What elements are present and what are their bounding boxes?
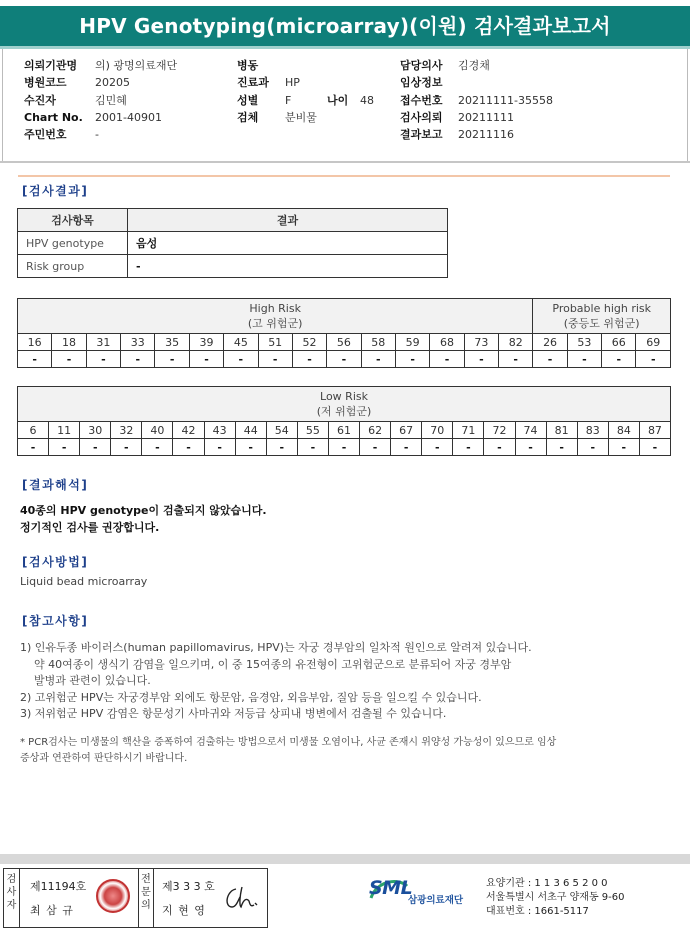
inspector-name: 최 삼 규 xyxy=(30,904,74,917)
info-value: 분비물 xyxy=(285,110,317,124)
genotype-result: - xyxy=(546,439,577,456)
genotype-result: - xyxy=(577,439,608,456)
frame-left xyxy=(2,49,3,161)
info-value: F xyxy=(285,93,292,107)
title-underline xyxy=(0,46,690,49)
genotype-label: 59 xyxy=(395,334,429,351)
report-title: HPV Genotyping(microarray)(이원) 검사결과보고서 xyxy=(0,6,690,46)
genotype-label: 39 xyxy=(189,334,223,351)
footer-bar xyxy=(0,854,690,864)
genotype-label: 68 xyxy=(430,334,464,351)
genotype-result: - xyxy=(80,439,111,456)
genotype-result: - xyxy=(636,351,671,368)
section-title-interpretation: [결과해석] xyxy=(22,478,89,492)
genotype-result: - xyxy=(327,351,361,368)
genotype-result: - xyxy=(266,439,297,456)
footnote-line: * PCR검사는 미생물의 핵산을 증폭하여 검출하는 방법으로서 미생물 오염이나, 사균 존재시 위양성 가능성이 있으므로 임상 xyxy=(20,737,557,748)
genotype-result: - xyxy=(453,439,484,456)
probable-risk-header xyxy=(533,299,671,334)
high-risk-title: High Risk xyxy=(249,302,301,315)
info-label: 의뢰기관명 xyxy=(24,59,78,72)
genotype-result: - xyxy=(52,351,86,368)
info-label: Chart No. xyxy=(24,110,83,124)
genotype-result: - xyxy=(235,439,266,456)
table-row xyxy=(18,255,448,278)
genotype-label: 74 xyxy=(515,422,546,439)
genotype-result: - xyxy=(567,351,601,368)
genotype-label: 42 xyxy=(173,422,204,439)
patient-info-col3 xyxy=(400,57,553,143)
info-label: 접수번호 xyxy=(400,93,443,107)
info-value: 2001-40901 xyxy=(95,110,162,124)
result-header-result: 결과 xyxy=(128,209,448,232)
genotype-result: - xyxy=(18,351,52,368)
genotype-label: 56 xyxy=(327,334,361,351)
genotype-label: 35 xyxy=(155,334,189,351)
info-label: 담당의사 xyxy=(400,59,443,72)
reviewer-no: 제3 3 3 호 xyxy=(162,880,215,893)
info-value: - xyxy=(95,128,99,142)
genotype-result: - xyxy=(86,351,120,368)
info-label: 병원코드 xyxy=(24,76,67,90)
genotype-result: - xyxy=(173,439,204,456)
method-text: Liquid bead microarray xyxy=(20,575,148,588)
institution-code: 요양기관 : 1 1 3 6 5 2 0 0 xyxy=(486,878,608,889)
interp-pre: 40종의 xyxy=(20,504,61,517)
probable-risk-subtitle: (중등도 위험군) xyxy=(563,317,640,330)
info-value: 김민혜 xyxy=(95,93,127,107)
reviewer-label: 전 문 의 xyxy=(138,869,154,927)
genotype-result: - xyxy=(608,439,639,456)
note-line: 2) 고위험군 HPV는 자궁경부암 외에도 항문암, 음경암, 외음부암, 질암 등을 일으킬 수 있습니다. xyxy=(20,690,482,704)
info-label: 성별 xyxy=(237,93,259,107)
interp-post: 이 검출되지 않았습니다. xyxy=(148,504,267,517)
genotype-label: 55 xyxy=(297,422,328,439)
section-title-notes: [참고사항] xyxy=(22,614,89,628)
genotype-label: 70 xyxy=(422,422,453,439)
genotype-result: - xyxy=(464,351,498,368)
genotype-result: - xyxy=(49,439,80,456)
reviewer-name: 지 현 영 xyxy=(162,904,206,917)
logo-subtitle: 삼광의료재단 xyxy=(408,895,464,906)
genotype-label: 67 xyxy=(391,422,422,439)
genotype-result: - xyxy=(422,439,453,456)
genotype-result: - xyxy=(602,351,636,368)
genotype-result: - xyxy=(360,439,391,456)
inspector-label: 검 사 자 xyxy=(4,869,20,927)
genotype-label: 40 xyxy=(142,422,173,439)
info-value: 의) 광명의료재단 xyxy=(95,59,178,72)
logo-text: SML xyxy=(369,877,413,899)
note-line: 발병과 관련이 있습니다. xyxy=(34,674,151,687)
info-value: 20211111 xyxy=(458,110,514,124)
lab-info xyxy=(486,877,625,919)
genotype-result: - xyxy=(204,439,235,456)
genotype-label: 82 xyxy=(499,334,533,351)
low-risk-table xyxy=(17,386,671,456)
frame-right xyxy=(687,49,688,161)
interp-bold: HPV genotype xyxy=(60,504,149,517)
footnote-line: 증상과 연관하여 판단하시기 바랍니다. xyxy=(20,753,188,764)
info-label: 수진자 xyxy=(24,93,56,107)
result-item: HPV genotype xyxy=(18,232,128,255)
genotype-result: - xyxy=(361,351,395,368)
result-item: Risk group xyxy=(18,255,128,278)
low-risk-title: Low Risk xyxy=(320,390,368,403)
high-risk-header xyxy=(18,299,533,334)
genotype-result: - xyxy=(328,439,359,456)
genotype-label: 52 xyxy=(292,334,326,351)
signature-box xyxy=(3,868,268,928)
genotype-label: 87 xyxy=(639,422,670,439)
info-label: 진료과 xyxy=(237,76,269,90)
genotype-result: - xyxy=(292,351,326,368)
info-value: 20205 xyxy=(95,76,130,90)
genotype-result: - xyxy=(515,439,546,456)
genotype-result: - xyxy=(297,439,328,456)
genotype-label: 30 xyxy=(80,422,111,439)
section-title-result: [검사결과] xyxy=(22,184,89,198)
genotype-label: 62 xyxy=(360,422,391,439)
patient-info-col2 xyxy=(237,57,374,126)
genotype-result: - xyxy=(18,439,49,456)
note-line: 1) 인유두종 바이러스(human papillomavirus, HPV)는 자궁 경부암의 일차적 원인으로 알려져 있습니다. xyxy=(20,641,532,654)
genotype-label: 44 xyxy=(235,422,266,439)
high-risk-table xyxy=(17,298,671,368)
notes-list xyxy=(20,640,532,723)
genotype-label: 31 xyxy=(86,334,120,351)
genotype-result: - xyxy=(121,351,155,368)
inspector-no: 제11194호 xyxy=(30,880,87,893)
genotype-label: 32 xyxy=(111,422,142,439)
genotype-result: - xyxy=(142,439,173,456)
genotype-label: 84 xyxy=(608,422,639,439)
genotype-label: 58 xyxy=(361,334,395,351)
patient-info-col1 xyxy=(24,57,177,143)
genotype-label: 69 xyxy=(636,334,671,351)
info-label: 검사의뢰 xyxy=(400,110,443,124)
interp-line2: 정기적인 검사를 권장합니다. xyxy=(20,520,160,534)
seal-icon xyxy=(96,879,130,913)
info-label: 임상정보 xyxy=(400,76,443,90)
genotype-label: 53 xyxy=(567,334,601,351)
genotype-label: 16 xyxy=(18,334,52,351)
genotype-label: 72 xyxy=(484,422,515,439)
genotype-result: - xyxy=(430,351,464,368)
genotype-label: 26 xyxy=(533,334,567,351)
genotype-label: 11 xyxy=(49,422,80,439)
interpretation-text xyxy=(20,503,267,536)
age-value: 48 xyxy=(360,93,374,107)
section-title-method: [검사방법] xyxy=(22,555,89,569)
lab-phone: 대표번호 : 1661-5117 xyxy=(486,906,589,917)
signature-icon xyxy=(222,883,262,913)
info-value: 20211111-35558 xyxy=(458,93,553,107)
info-label: 병동 xyxy=(237,59,259,72)
lab-address: 서울특별시 서초구 양재동 9-60 xyxy=(486,892,625,903)
genotype-result: - xyxy=(639,439,670,456)
genotype-label: 18 xyxy=(52,334,86,351)
genotype-label: 43 xyxy=(204,422,235,439)
genotype-label: 54 xyxy=(266,422,297,439)
footnote xyxy=(20,735,670,767)
genotype-label: 81 xyxy=(546,422,577,439)
section-divider xyxy=(18,175,670,177)
genotype-label: 66 xyxy=(602,334,636,351)
genotype-result: - xyxy=(499,351,533,368)
result-header-item: 검사항목 xyxy=(18,209,128,232)
info-value: 20211116 xyxy=(458,128,514,142)
result-value: 음성 xyxy=(128,232,448,255)
genotype-result: - xyxy=(484,439,515,456)
genotype-result: - xyxy=(224,351,258,368)
genotype-label: 33 xyxy=(121,334,155,351)
info-label: 결과보고 xyxy=(400,128,443,142)
genotype-label: 61 xyxy=(328,422,359,439)
genotype-result: - xyxy=(189,351,223,368)
frame-bottom xyxy=(0,161,690,163)
high-risk-subtitle: (고 위험군) xyxy=(247,317,303,330)
genotype-result: - xyxy=(111,439,142,456)
genotype-label: 73 xyxy=(464,334,498,351)
note-line: 약 40여종이 생식기 감염을 일으키며, 이 중 15여종의 유전형이 고위험군으로 분류되어 자궁 경부암 xyxy=(34,657,512,671)
genotype-result: - xyxy=(155,351,189,368)
age-label: 나이 xyxy=(327,93,349,107)
genotype-label: 71 xyxy=(453,422,484,439)
genotype-result: - xyxy=(395,351,429,368)
genotype-label: 6 xyxy=(18,422,49,439)
info-value: 김경채 xyxy=(458,59,490,72)
genotype-result: - xyxy=(258,351,292,368)
genotype-label: 51 xyxy=(258,334,292,351)
result-value: - xyxy=(128,255,448,278)
low-risk-subtitle: (저 위험군) xyxy=(316,405,372,418)
note-line: 3) 저위험군 HPV 감염은 항문성기 사마귀와 저등급 상피내 병변에서 검출될 수 있습니다. xyxy=(20,707,447,720)
genotype-label: 45 xyxy=(224,334,258,351)
info-label: 주민번호 xyxy=(24,128,67,142)
genotype-result: - xyxy=(533,351,567,368)
result-table xyxy=(17,208,448,278)
genotype-result: - xyxy=(391,439,422,456)
probable-risk-title: Probable high risk xyxy=(552,302,652,315)
info-value: HP xyxy=(285,76,300,90)
genotype-label: 83 xyxy=(577,422,608,439)
info-label: 검체 xyxy=(237,110,259,124)
low-risk-header xyxy=(18,387,671,422)
table-row xyxy=(18,232,448,255)
